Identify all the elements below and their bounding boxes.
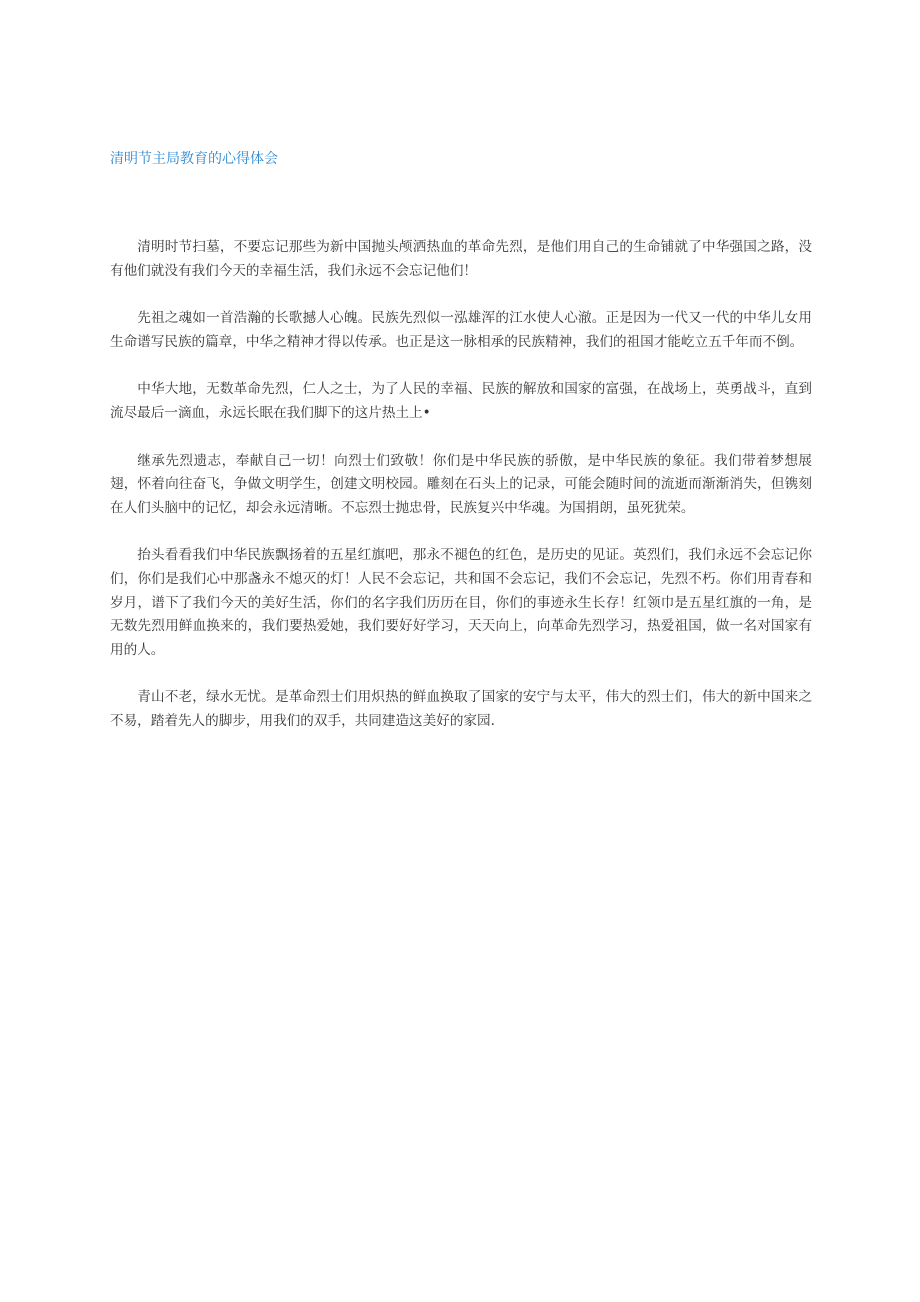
- document-title: 清明节主局教育的心得体会: [110, 151, 278, 167]
- paragraph-2: 先祖之魂如一首浩瀚的长歌撼人心魄。民族先烈似一泓雄浑的江水使人心澈。正是因为一代又一代的中华儿女用生命谱写民族的篇章，中华之精神才得以传承。也正是这一脉相承的民族精神，我们的祖国才能屹立五千年而不倒。: [110, 310, 812, 350]
- paragraph-5: 抬头看看我们中华民族飘扬着的五星红旗吧，那永不褪色的红色，是历史的见证。英烈们，我们永远不会忘记你们，你们是我们心中那盏永不熄灭的灯！人民不会忘记，共和国不会忘记，我们不会忘记，先烈不朽。你们用青春和岁月，谱下了我们今天的美好生活，你们的名字我们历历在目，你们的事迹永生长存！红领巾是五星红旗的一角，是无数先烈用鲜血换来的，我们要热爱她，我们要好好学习，天天向上，向革命先烈学习，热爱祖国，做一名对国家有用的人。: [110, 547, 812, 658]
- paragraph-1: 清明时节扫墓，不要忘记那些为新中国抛头颅洒热血的革命先烈，是他们用自己的生命铺就了中华强国之路，没有他们就没有我们今天的幸福生活，我们永远不会忘记他们！: [110, 239, 812, 279]
- document-body: [110, 236, 812, 758]
- paragraph-4: 继承先烈遗志，奉献自己一切！向烈士们致敬！你们是中华民族的骄傲，是中华民族的象征。我们带着梦想展翅，怀着向往奋飞，争做文明学生，创建文明校园。雕刻在石头上的记录，可能会随时间的流逝而渐渐消失，但镌刻在人们头脑中的记忆，却会永远清晰。不忘烈士抛忠骨，民族复兴中华魂。为国捐朗，虽死犹荣。: [110, 452, 812, 516]
- paragraph-6: 青山不老，绿水无忧。是革命烈士们用炽热的鲜血换取了国家的安宁与太平，伟大的烈士们，伟大的新中国来之不易，踏着先人的脚步，用我们的双手，共同建造这美好的家园.: [110, 689, 812, 729]
- paragraph-3: 中华大地，无数革命先烈，仁人之士，为了人民的幸福、民族的解放和国家的富强，在战场上，英勇战斗，直到流尽最后一滴血，永远长眠在我们脚下的这片热土上•: [110, 381, 812, 421]
